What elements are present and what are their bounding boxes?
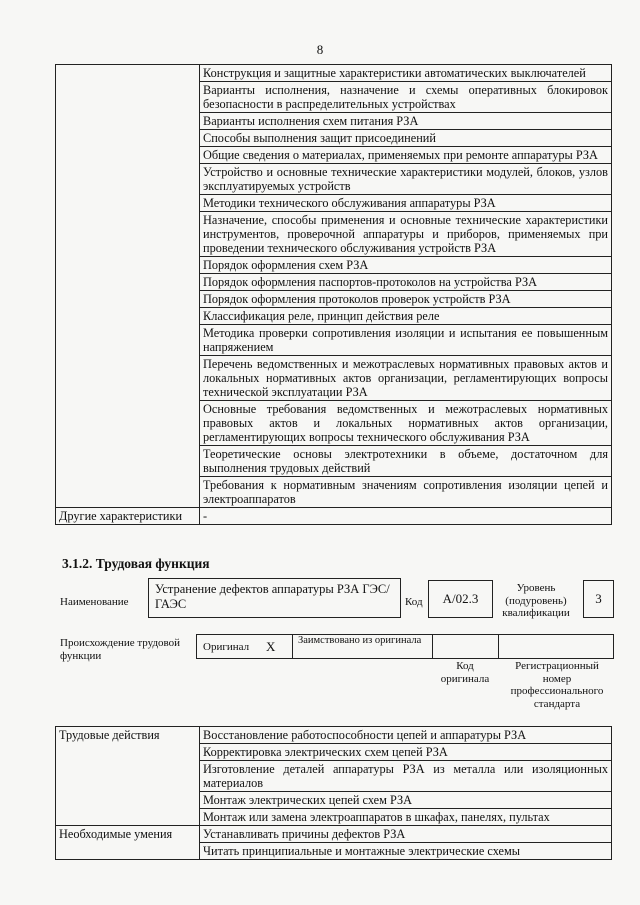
function-name: Устранение дефектов аппаратуры РЗА ГЭС/ГАЭС (155, 582, 390, 611)
other-characteristics-label: Другие характеристики (56, 508, 200, 525)
original-mark: X (266, 639, 276, 654)
knowledge-item: Устройство и основные технические характеристики модулей, блоков, узлов эксплуатируемых устройств (200, 164, 612, 195)
knowledge-item: Основные требования ведомственных и межотраслевых нормативных правовых актов и локальных нормативных актов организации, регламентирующих вопросы технического обслуживания РЗА (200, 401, 612, 446)
original-label: Оригинал (203, 641, 250, 653)
group-label: Трудовые действия (56, 727, 200, 826)
origin-divider-3 (498, 634, 499, 658)
knowledge-item: Порядок оформления схем РЗА (200, 257, 612, 274)
other-characteristics-value: - (200, 508, 612, 525)
knowledge-item: Общие сведения о материалах, применяемых при ремонте аппаратуры РЗА (200, 147, 612, 164)
knowledge-item: Теоретические основы электротехники в объеме, достаточном для выполнения трудовых действий (200, 446, 612, 477)
knowledge-item: Методика проверки сопротивления изоляции и испытания ее повышенным напряжением (200, 325, 612, 356)
registration-number-caption: Регистрационный номер профессионального стандарта (510, 660, 604, 710)
table-row (56, 727, 612, 744)
code-value: А/02.3 (442, 591, 479, 606)
group-item: Читать принципиальные и монтажные электрические схемы (200, 843, 612, 860)
page-number: 8 (316, 42, 324, 57)
code-box (428, 580, 493, 618)
group-item: Монтаж или замена электроаппаратов в шкафах, панелях, пультах (200, 809, 612, 826)
group-item: Корректировка электрических схем цепей РЗА (200, 744, 612, 761)
knowledge-table (55, 64, 612, 525)
actions-skills-table (55, 726, 612, 860)
origin-divider-2 (432, 634, 433, 658)
group-item: Изготовление деталей аппаратуры РЗА из металла или изоляционных материалов (200, 761, 612, 792)
group-item: Восстановление работоспособности цепей и аппаратуры РЗА (200, 727, 612, 744)
knowledge-item: Порядок оформления паспортов-протоколов на устройства РЗА (200, 274, 612, 291)
knowledge-item: Методики технического обслуживания аппаратуры РЗА (200, 195, 612, 212)
name-label: Наименование (60, 596, 129, 608)
code-label: Код (405, 596, 423, 608)
group-item: Устанавливать причины дефектов РЗА (200, 826, 612, 843)
table-row (56, 65, 612, 82)
knowledge-item: Конструкция и защитные характеристики автоматических выключателей (200, 65, 612, 82)
borrowed-label: Заимствовано из оригинала (298, 635, 422, 646)
knowledge-item: Требования к нормативным значениям сопротивления изоляции цепей и электроаппаратов (200, 477, 612, 508)
knowledge-item: Назначение, способы применения и основные технические характеристики инструментов, проверочной аппаратуры и приборов, применяемых при проведении технического обслуживания устройств РЗА (200, 212, 612, 257)
knowledge-item: Перечень ведомственных и межотраслевых нормативных правовых актов и локальных нормативных актов организации, регламентирующих вопросы технической эксплуатации РЗА (200, 356, 612, 401)
knowledge-item: Способы выполнения защит присоединений (200, 130, 612, 147)
level-value: 3 (595, 591, 602, 606)
section-heading: 3.1.2. Трудовая функция (62, 556, 210, 571)
knowledge-item: Варианты исполнения схем питания РЗА (200, 113, 612, 130)
level-label: Уровень (подуровень) квалификации (502, 582, 570, 619)
knowledge-item: Порядок оформления протоколов проверок устройств РЗА (200, 291, 612, 308)
knowledge-item: Варианты исполнения, назначение и схемы оперативных блокировок безопасности в распределительных устройствах (200, 82, 612, 113)
table-row (56, 508, 612, 525)
origin-divider-1 (292, 634, 293, 658)
origin-label: Происхождение трудовой функции (60, 637, 181, 662)
knowledge-label-cell (56, 65, 200, 508)
knowledge-item: Классификация реле, принцип действия реле (200, 308, 612, 325)
group-item: Монтаж электрических цепей схем РЗА (200, 792, 612, 809)
table-row (56, 826, 612, 843)
group-label: Необходимые умения (56, 826, 200, 860)
name-box (148, 578, 401, 618)
code-original-caption: Код оригинала (440, 660, 490, 685)
level-box (583, 580, 614, 618)
